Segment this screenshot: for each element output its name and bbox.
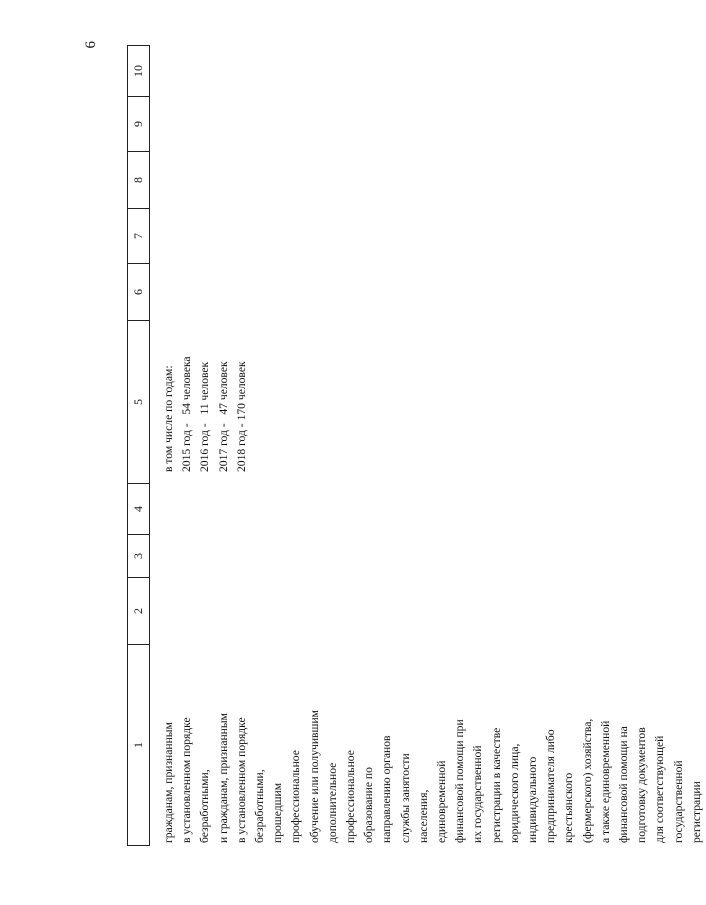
table-cell-line: 2016 год - 11 человек bbox=[198, 361, 212, 472]
column-number-4: 4 bbox=[128, 484, 150, 535]
column-number-2: 2 bbox=[128, 578, 150, 645]
column-number-6: 6 bbox=[128, 264, 150, 321]
table-cell-line: регистрации в качестве bbox=[489, 727, 503, 843]
table-cell-line: образование по bbox=[362, 767, 376, 843]
table-cell-line: финансовой помощи при bbox=[453, 719, 467, 843]
table-cell-line: профессиональное bbox=[289, 750, 303, 843]
table-cell-line: прошедшим bbox=[271, 782, 285, 843]
table-cell-line: подготовку документов bbox=[635, 727, 649, 843]
page-number: 6 bbox=[83, 41, 99, 49]
table-cell-line: индивидуального bbox=[526, 756, 540, 843]
table-cell-line: дополнительное bbox=[325, 762, 339, 843]
table-cell-line: в установленном порядке bbox=[180, 717, 194, 843]
table-cell-line: 2018 год - 170 человек bbox=[234, 361, 248, 472]
table-cell-line: предпринимателя либо bbox=[544, 729, 558, 843]
table-cell-line: (фермерского) хозяйства, bbox=[580, 718, 594, 843]
table-cell-line: в установленном порядке bbox=[234, 717, 248, 843]
table-cell-line: 2017 год - 47 человек bbox=[216, 361, 230, 472]
column-number-7: 7 bbox=[128, 209, 150, 264]
table-cell-line: а также единовременной bbox=[598, 720, 612, 843]
program-table bbox=[127, 45, 150, 846]
table-cell-line: безработными, bbox=[253, 769, 267, 843]
column-number-5: 5 bbox=[128, 321, 150, 484]
measure-description-cell bbox=[160, 646, 706, 843]
table-cell-line: службы занятости bbox=[398, 753, 412, 843]
column-number-row bbox=[128, 46, 150, 846]
table-cell-line: обучение или получившим bbox=[307, 710, 321, 843]
table-cell-line: безработными, bbox=[198, 769, 212, 843]
table-cell-line: гражданам, признанным bbox=[162, 722, 175, 843]
table-cell-line: финансовой помощи на bbox=[617, 726, 631, 843]
column-number-3: 3 bbox=[128, 535, 150, 578]
document-sheet bbox=[83, 41, 703, 846]
table-cell-line: для соответствующей bbox=[653, 735, 667, 843]
indicator-values-cell bbox=[160, 302, 251, 472]
column-number-10: 10 bbox=[128, 46, 150, 97]
column-number-9: 9 bbox=[128, 97, 150, 152]
table-cell-line: профессиональное bbox=[344, 750, 358, 843]
table-cell-line: единовременной bbox=[435, 760, 449, 843]
table-cell-line: и гражданам, признанным bbox=[216, 712, 230, 843]
table-cell-line: регистрации bbox=[689, 781, 703, 843]
table-cell-line: государственной bbox=[671, 760, 685, 843]
table-cell-line: юридического лица, bbox=[507, 743, 521, 843]
table-cell-line: крестьянского bbox=[562, 772, 576, 843]
table-cell-line: направлению органов bbox=[380, 735, 394, 843]
table-cell-line: населения, bbox=[416, 789, 430, 843]
column-number-1: 1 bbox=[128, 645, 150, 846]
table-cell-line: в том числе по годам: bbox=[162, 365, 175, 472]
table-cell-line: их государственной bbox=[471, 745, 485, 843]
table-cell-line: 2015 год - 54 человека bbox=[180, 356, 194, 472]
column-number-8: 8 bbox=[128, 152, 150, 209]
